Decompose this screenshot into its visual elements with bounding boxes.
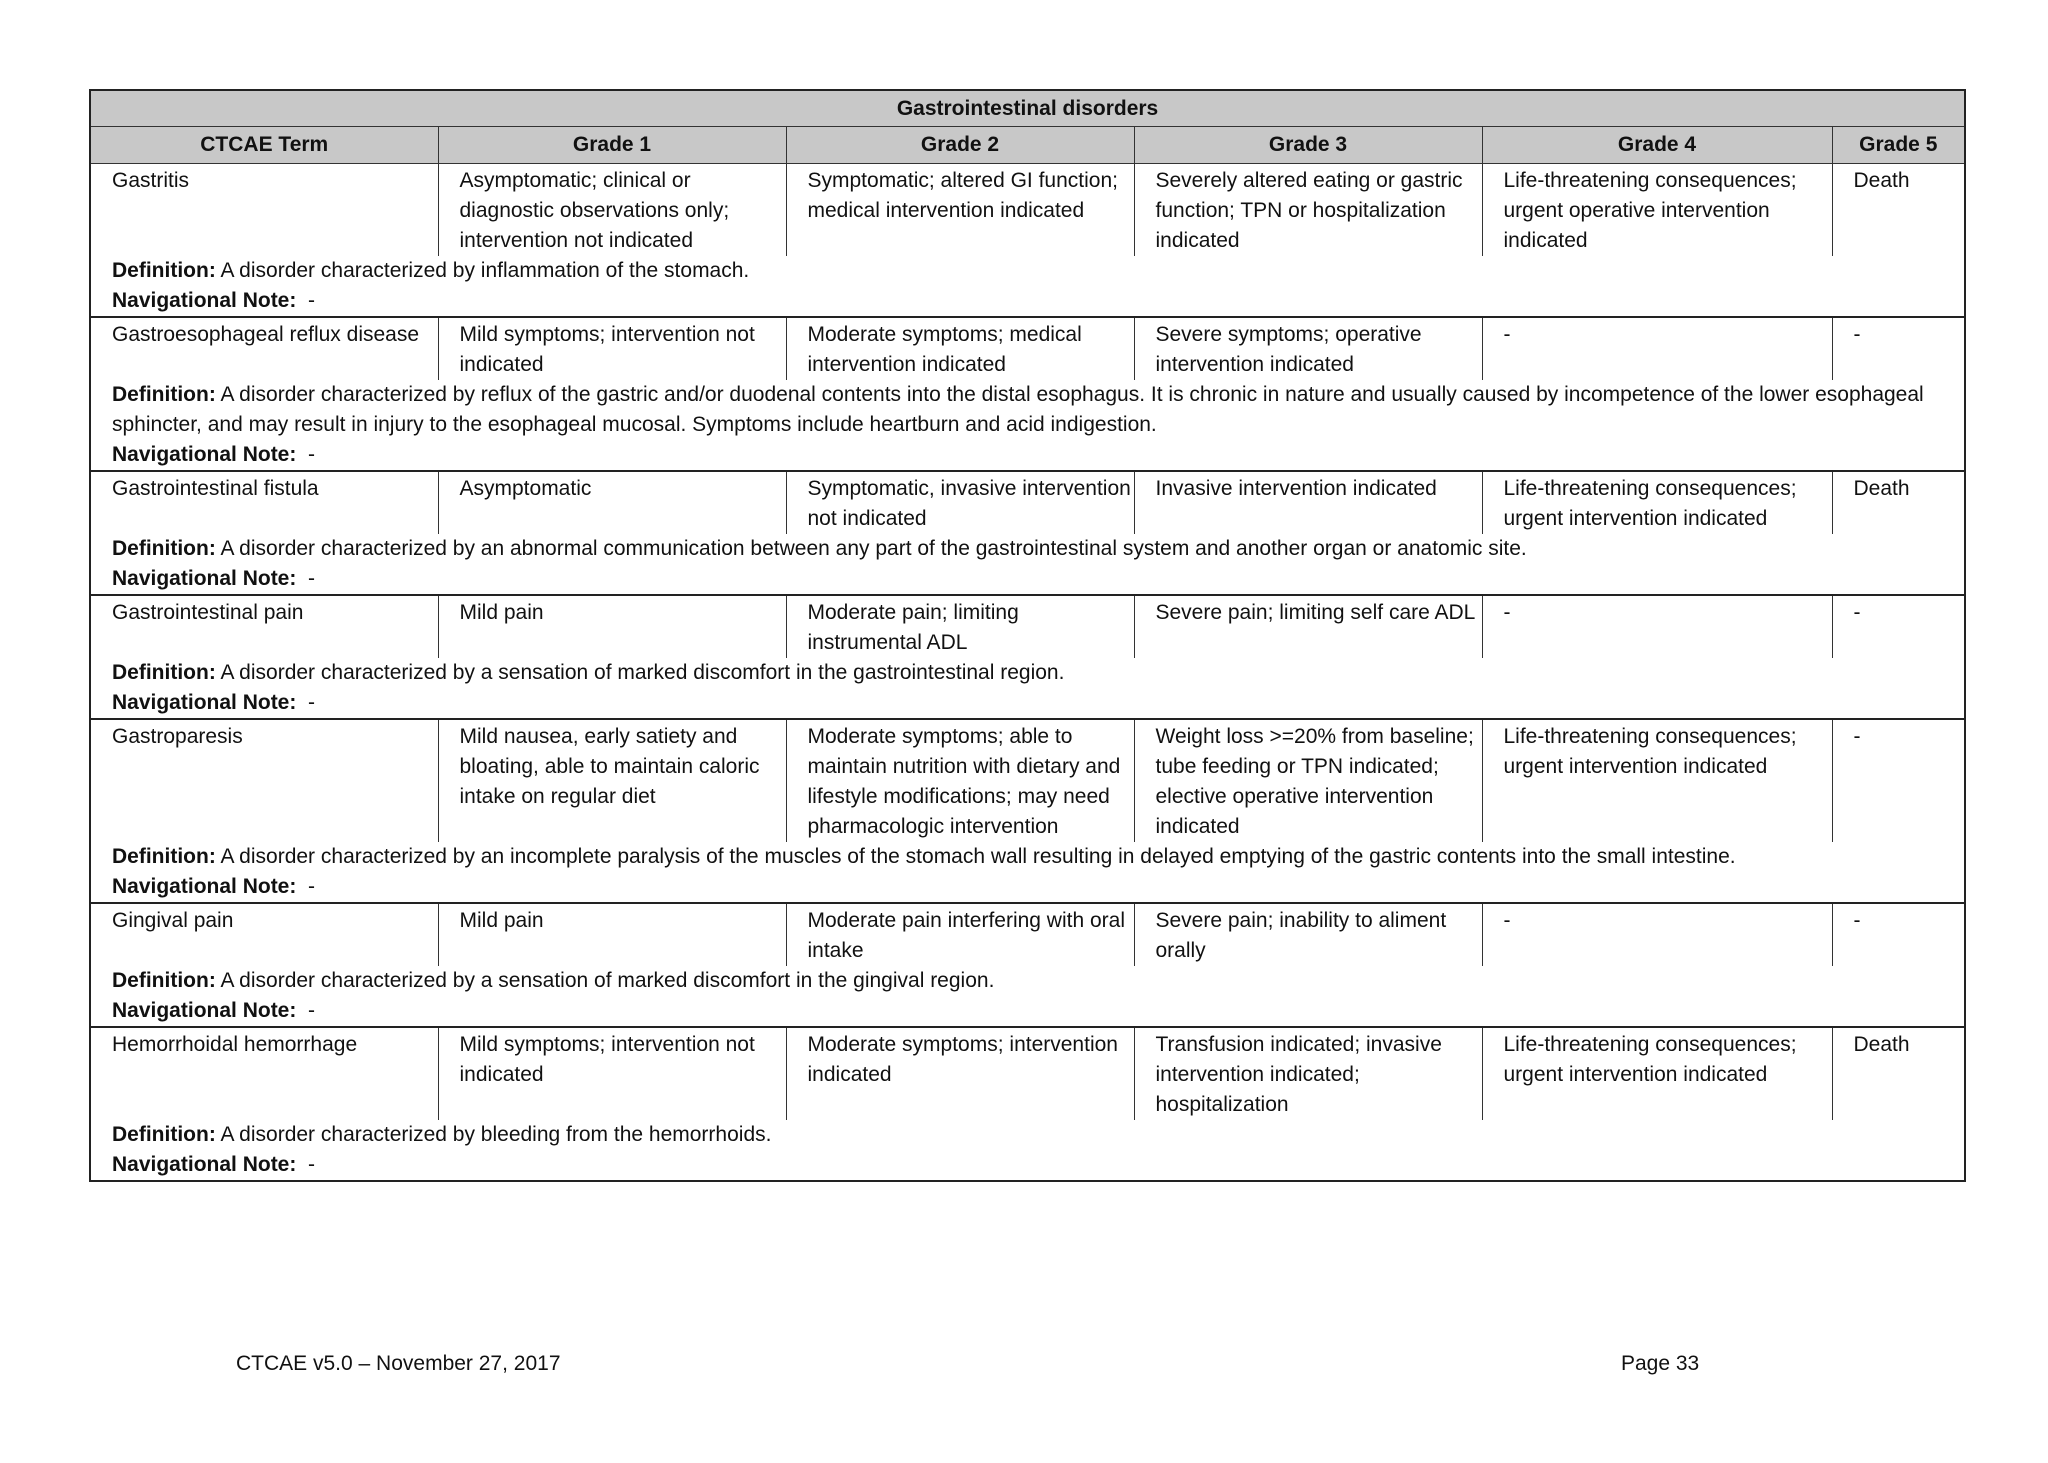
nav-note-text: - bbox=[308, 567, 316, 590]
definition-row bbox=[90, 380, 1965, 440]
definition-label: Definition: bbox=[112, 259, 216, 282]
nav-note-row bbox=[90, 872, 1965, 903]
term-cell: Gastritis bbox=[112, 169, 190, 192]
term-cell: Gastrointestinal pain bbox=[90, 595, 438, 658]
definition-row bbox=[90, 256, 1965, 286]
header-grade-2: Grade 2 bbox=[786, 127, 1134, 164]
definition-row bbox=[90, 534, 1965, 564]
grade-4-cell: Life-threatening consequences; urgent operative intervention indicated bbox=[1482, 164, 1832, 257]
nav-note-text: - bbox=[308, 1153, 316, 1176]
grade-3-cell: Invasive intervention indicated bbox=[1134, 471, 1482, 534]
term-cell: Hemorrhoidal hemorrhage bbox=[90, 1027, 438, 1120]
definition-row bbox=[90, 1120, 1965, 1150]
grade-2-cell: Symptomatic, invasive intervention not indicated bbox=[786, 471, 1134, 534]
table-row bbox=[90, 164, 1965, 257]
term-cell: Gastroesophageal reflux disease bbox=[90, 317, 438, 380]
nav-note-row bbox=[90, 286, 1965, 317]
table-row bbox=[90, 595, 1965, 658]
grade-4-cell: Life-threatening consequences; urgent intervention indicated bbox=[1482, 1027, 1832, 1120]
nav-note-row bbox=[90, 688, 1965, 719]
ctcae-table bbox=[89, 89, 1966, 1182]
term-cell: Gastroparesis bbox=[90, 719, 438, 842]
nav-note-text: - bbox=[308, 443, 316, 466]
nav-note-label: Navigational Note: bbox=[112, 289, 297, 312]
definition-label: Definition: bbox=[112, 969, 216, 992]
definition-text: A disorder characterized by reflux of the gastric and/or duodenal contents into the distal esophagus. It is chronic in nature and usually caused by incompetence of the lower esophageal sphincter, and may result in injury to the esophageal mucosal. Symptoms include heartburn and acid indigestion. bbox=[112, 383, 1924, 436]
header-ctcae-term: CTCAE Term bbox=[90, 127, 438, 164]
grade-4-cell: - bbox=[1482, 903, 1832, 966]
nav-note-row bbox=[90, 1150, 1965, 1181]
definition-text: A disorder characterized by bleeding from the hemorrhoids. bbox=[220, 1123, 772, 1146]
header-grade-5: Grade 5 bbox=[1832, 127, 1965, 164]
grade-5-cell: Death bbox=[1832, 1027, 1965, 1120]
nav-note-row bbox=[90, 440, 1965, 471]
grade-1-cell: Asymptomatic bbox=[438, 471, 786, 534]
grade-5-cell: - bbox=[1832, 317, 1965, 380]
nav-note-text: - bbox=[308, 691, 316, 714]
grade-3-cell: Severely altered eating or gastric function; TPN or hospitalization indicated bbox=[1134, 164, 1482, 257]
table-row bbox=[90, 471, 1965, 534]
nav-note-label: Navigational Note: bbox=[112, 999, 297, 1022]
grade-2-cell: Symptomatic; altered GI function; medical intervention indicated bbox=[786, 164, 1134, 257]
grade-1-cell: Mild pain bbox=[438, 595, 786, 658]
definition-label: Definition: bbox=[112, 661, 216, 684]
table-row bbox=[90, 317, 1965, 380]
grade-3-cell: Weight loss >=20% from baseline; tube feeding or TPN indicated; elective operative intervention indicated bbox=[1134, 719, 1482, 842]
grade-5-cell: Death bbox=[1832, 164, 1965, 257]
grade-1-cell: Mild nausea, early satiety and bloating, able to maintain caloric intake on regular diet bbox=[438, 719, 786, 842]
definition-row bbox=[90, 658, 1965, 688]
grade-5-cell: - bbox=[1832, 903, 1965, 966]
nav-note-row bbox=[90, 996, 1965, 1027]
grade-2-cell: Moderate symptoms; able to maintain nutrition with dietary and lifestyle modifications; may need pharmacologic intervention bbox=[786, 719, 1134, 842]
grade-1-cell: Mild pain bbox=[438, 903, 786, 966]
table-title: Gastrointestinal disorders bbox=[90, 90, 1965, 127]
nav-note-label: Navigational Note: bbox=[112, 875, 297, 898]
table-row bbox=[90, 903, 1965, 966]
definition-text: A disorder characterized by an incomplete paralysis of the muscles of the stomach wall resulting in delayed emptying of the gastric contents into the small intestine. bbox=[220, 845, 1736, 868]
table-row bbox=[90, 1027, 1965, 1120]
grade-2-cell: Moderate symptoms; intervention indicated bbox=[786, 1027, 1134, 1120]
footer-version: CTCAE v5.0 – November 27, 2017 bbox=[236, 1352, 561, 1375]
grade-4-cell: - bbox=[1482, 595, 1832, 658]
grade-3-cell: Severe pain; limiting self care ADL bbox=[1134, 595, 1482, 658]
nav-note-text: - bbox=[308, 289, 316, 312]
nav-note-label: Navigational Note: bbox=[112, 691, 297, 714]
grade-1-cell: Asymptomatic; clinical or diagnostic observations only; intervention not indicated bbox=[438, 164, 786, 257]
definition-text: A disorder characterized by a sensation of marked discomfort in the gastrointestinal region. bbox=[220, 661, 1065, 684]
definition-label: Definition: bbox=[112, 537, 216, 560]
grade-2-cell: Moderate pain; limiting instrumental ADL bbox=[786, 595, 1134, 658]
grade-1-cell: Mild symptoms; intervention not indicated bbox=[438, 317, 786, 380]
header-grade-1: Grade 1 bbox=[438, 127, 786, 164]
nav-note-text: - bbox=[308, 875, 316, 898]
grade-2-cell: Moderate symptoms; medical intervention indicated bbox=[786, 317, 1134, 380]
grade-3-cell: Severe symptoms; operative intervention indicated bbox=[1134, 317, 1482, 380]
header-grade-4: Grade 4 bbox=[1482, 127, 1832, 164]
nav-note-label: Navigational Note: bbox=[112, 567, 297, 590]
grade-5-cell: - bbox=[1832, 595, 1965, 658]
grade-4-cell: - bbox=[1482, 317, 1832, 380]
definition-row bbox=[90, 966, 1965, 996]
term-cell: Gingival pain bbox=[90, 903, 438, 966]
definition-label: Definition: bbox=[112, 1123, 216, 1146]
definition-text: A disorder characterized by a sensation of marked discomfort in the gingival region. bbox=[220, 969, 995, 992]
term-cell: Gastrointestinal fistula bbox=[90, 471, 438, 534]
nav-note-label: Navigational Note: bbox=[112, 1153, 297, 1176]
grade-4-cell: Life-threatening consequences; urgent intervention indicated bbox=[1482, 471, 1832, 534]
nav-note-label: Navigational Note: bbox=[112, 443, 297, 466]
header-grade-3: Grade 3 bbox=[1134, 127, 1482, 164]
table-row bbox=[90, 719, 1965, 842]
definition-label: Definition: bbox=[112, 383, 216, 406]
definition-text: A disorder characterized by inflammation of the stomach. bbox=[220, 259, 750, 282]
grade-4-cell: Life-threatening consequences; urgent intervention indicated bbox=[1482, 719, 1832, 842]
nav-note-row bbox=[90, 564, 1965, 595]
grade-1-cell: Mild symptoms; intervention not indicated bbox=[438, 1027, 786, 1120]
grade-3-cell: Severe pain; inability to aliment orally bbox=[1134, 903, 1482, 966]
definition-row bbox=[90, 842, 1965, 872]
footer-page-number: Page 33 bbox=[1621, 1352, 1700, 1375]
grade-5-cell: - bbox=[1832, 719, 1965, 842]
definition-label: Definition: bbox=[112, 845, 216, 868]
definition-text: A disorder characterized by an abnormal communication between any part of the gastrointestinal system and another organ or anatomic site. bbox=[220, 537, 1527, 560]
nav-note-text: - bbox=[308, 999, 316, 1022]
grade-2-cell: Moderate pain interfering with oral intake bbox=[786, 903, 1134, 966]
grade-5-cell: Death bbox=[1832, 471, 1965, 534]
grade-3-cell: Transfusion indicated; invasive intervention indicated; hospitalization bbox=[1134, 1027, 1482, 1120]
